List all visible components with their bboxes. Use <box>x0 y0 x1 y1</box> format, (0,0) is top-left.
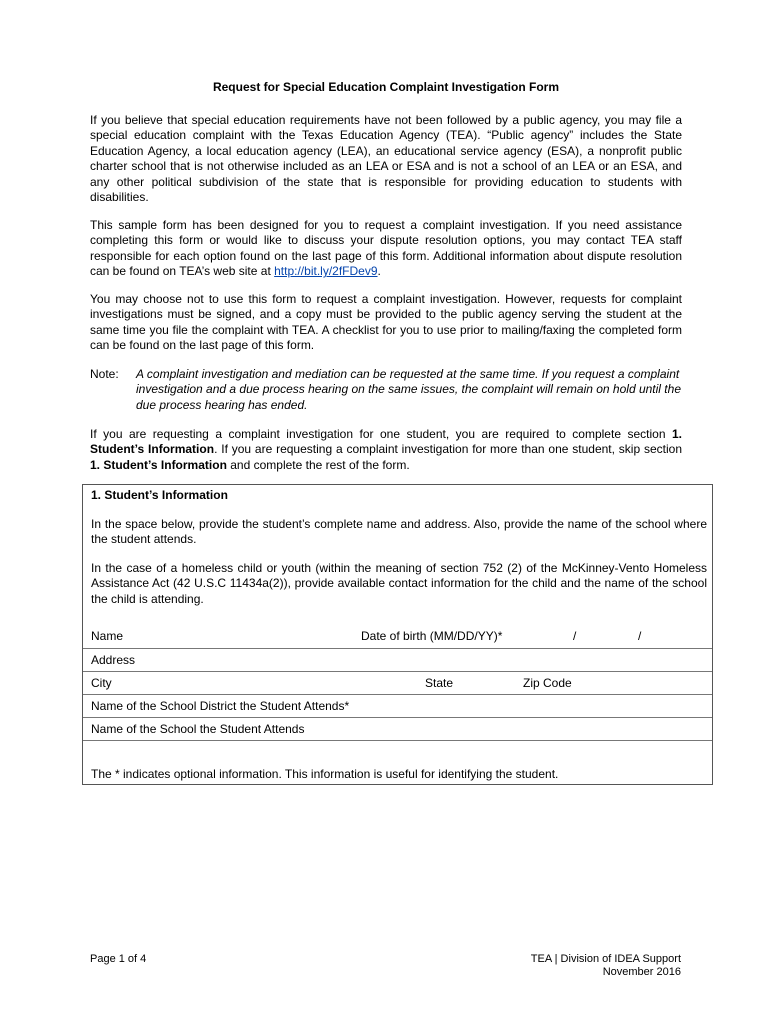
zip-label: Zip Code <box>523 676 572 690</box>
city-state-zip-row[interactable] <box>83 671 712 695</box>
intro-paragraph: If you believe that special education requirements have not been followed by a public agency, you may file a special education complaint with the Texas Education Agency (TEA). “Public agency” includes the State Education Agency, a local education agency (LEA), an educational service agency (ESA), a nonprofit public charter school that is not otherwise included as an LEA or ESA and is not a school of an LEA or an ESA, and any other political subdivision of the state that is responsible for providing education to students with disabilities. <box>90 113 682 205</box>
tea-website-link[interactable]: http://bit.ly/2fFDev9 <box>274 264 378 279</box>
address-label: Address <box>91 653 136 667</box>
section-description: In the space below, provide the student’s complete name and address. Also, provide the name of the school where the student attends. <box>91 517 707 547</box>
footer-org: TEA | Division of IDEA Support <box>530 953 681 965</box>
state-label: State <box>425 676 454 690</box>
signature-paragraph: You may choose not to use this form to request a complaint investigation. However, requests for complaint investigations must be signed, and a copy must be provided to the public agency serving the student at the same time you file the complaint with TEA. A checklist for you to use prior to mailing/faxing the completed form can be found on the last page of this form. <box>90 292 682 353</box>
footer-right <box>531 953 681 979</box>
school-name-row[interactable] <box>83 717 712 741</box>
page-title: Request for Special Education Complaint Investigation Form <box>212 80 560 94</box>
instr-part3: and complete the rest of the form. <box>226 457 410 472</box>
school-name-label: Name of the School the Student Attends <box>91 722 305 736</box>
instr-bold2: 1. Student’s Information <box>90 457 227 472</box>
note-label: Note: <box>90 367 119 381</box>
section-instructions-paragraph <box>90 427 682 473</box>
name-dob-row[interactable] <box>83 625 712 648</box>
footnote-row <box>83 740 712 785</box>
instr-part1: If you are requesting a complaint investigation for one student, you are required to complete section <box>90 427 672 441</box>
city-label: City <box>91 676 112 690</box>
optional-footnote: The * indicates optional information. This information is useful for identifying the student. <box>91 767 559 781</box>
dob-slash-1: / <box>573 629 577 643</box>
note-text: A complaint investigation and mediation can be requested at the same time. If you request a complaint investigation and a due process hearing on the same issues, the complaint will remain on hold until the due process hearing has ended. <box>136 367 681 412</box>
section-heading: 1. Student’s Information <box>91 488 228 502</box>
sample-form-paragraph <box>90 218 682 280</box>
address-row[interactable] <box>83 648 712 672</box>
dob-label: Date of birth (MM/DD/YY)* <box>361 629 503 643</box>
sample-form-end: . <box>377 264 381 279</box>
footer-date: November 2016 <box>602 966 681 978</box>
dob-slash-2: / <box>638 629 642 643</box>
page-number: Page 1 of 4 <box>90 953 147 965</box>
school-district-label: Name of the School District the Student Attends* <box>91 699 350 713</box>
student-information-section <box>82 484 713 785</box>
instr-bold1: 1. Student’s Information <box>90 427 682 457</box>
sample-form-text: This sample form has been designed for you to request a complaint investigation. If you need assistance completing this form or would like to discuss your dispute resolution options, you may contact TEA staff responsible for each option found on the last page of this form. Additional information about dispute resolution can be found on TEA’s web site at <box>90 218 682 279</box>
name-label: Name <box>91 629 124 643</box>
homeless-description: In the case of a homeless child or youth (within the meaning of section 752 (2) of the McKinney-Vento Homeless Assistance Act (42 U.S.C 11434a(2)), provide available contact information for the child and the name of the school the child is attending. <box>91 561 707 606</box>
school-district-row[interactable] <box>83 694 712 718</box>
instr-part2: . If you are requesting a complaint investigation for more than one student, skip section <box>214 442 682 457</box>
